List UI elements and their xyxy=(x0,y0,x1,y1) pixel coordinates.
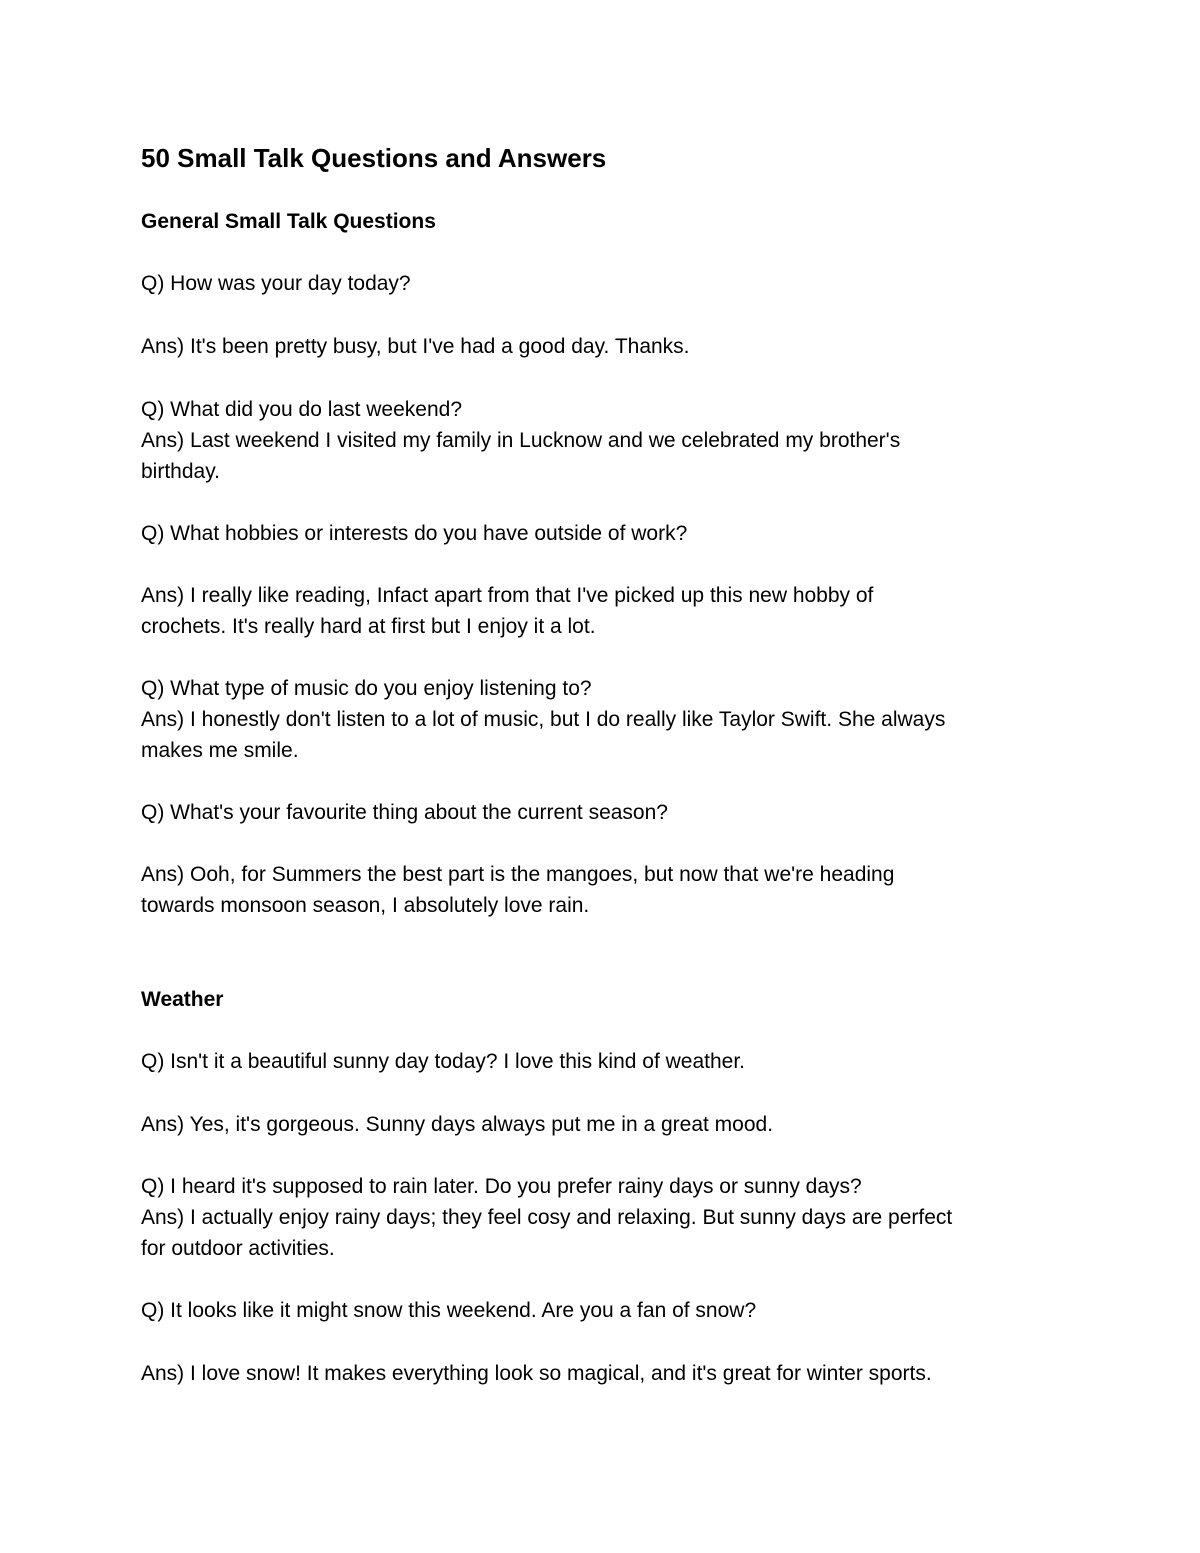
section-heading-general: General Small Talk Questions xyxy=(141,210,436,233)
section-heading-weather: Weather xyxy=(141,988,224,1011)
question-text: Q) What's your favourite thing about the current season? xyxy=(141,801,668,824)
document-title: 50 Small Talk Questions and Answers xyxy=(141,143,607,173)
answer-text: Ans) I love snow! It makes everything look so magical, and it's great for winter sports. xyxy=(141,1362,932,1385)
question-text: Q) I heard it's supposed to rain later. Do you prefer rainy days or sunny days? xyxy=(141,1175,862,1198)
answer-text: Ans) Last weekend I visited my family in Lucknow and we celebrated my brother's xyxy=(141,429,901,452)
answer-text: Ans) Yes, it's gorgeous. Sunny days always put me in a great mood. xyxy=(141,1113,774,1136)
answer-text: Ans) Ooh, for Summers the best part is the mangoes, but now that we're heading xyxy=(141,863,895,886)
answer-text-continued: makes me smile. xyxy=(141,739,299,762)
question-text: Q) It looks like it might snow this weekend. Are you a fan of snow? xyxy=(141,1299,757,1322)
answer-text-continued: crochets. It's really hard at first but I enjoy it a lot. xyxy=(141,615,596,638)
question-text: Q) What type of music do you enjoy listening to? xyxy=(141,677,592,700)
answer-text: Ans) I really like reading, Infact apart from that I've picked up this new hobby of xyxy=(141,584,874,607)
question-text: Q) What did you do last weekend? xyxy=(141,398,463,421)
answer-text-continued: towards monsoon season, I absolutely love rain. xyxy=(141,894,590,917)
answer-text: Ans) It's been pretty busy, but I've had a good day. Thanks. xyxy=(141,335,690,358)
question-text: Q) How was your day today? xyxy=(141,272,411,295)
answer-text: Ans) I actually enjoy rainy days; they feel cosy and relaxing. But sunny days are perfect xyxy=(141,1206,953,1229)
question-text: Q) Isn't it a beautiful sunny day today? I love this kind of weather. xyxy=(141,1050,746,1073)
question-text: Q) What hobbies or interests do you have outside of work? xyxy=(141,522,688,545)
answer-text: Ans) I honestly don't listen to a lot of music, but I do really like Taylor Swift. She always xyxy=(141,708,946,731)
answer-text-continued: birthday. xyxy=(141,460,220,483)
answer-text-continued: for outdoor activities. xyxy=(141,1237,335,1260)
